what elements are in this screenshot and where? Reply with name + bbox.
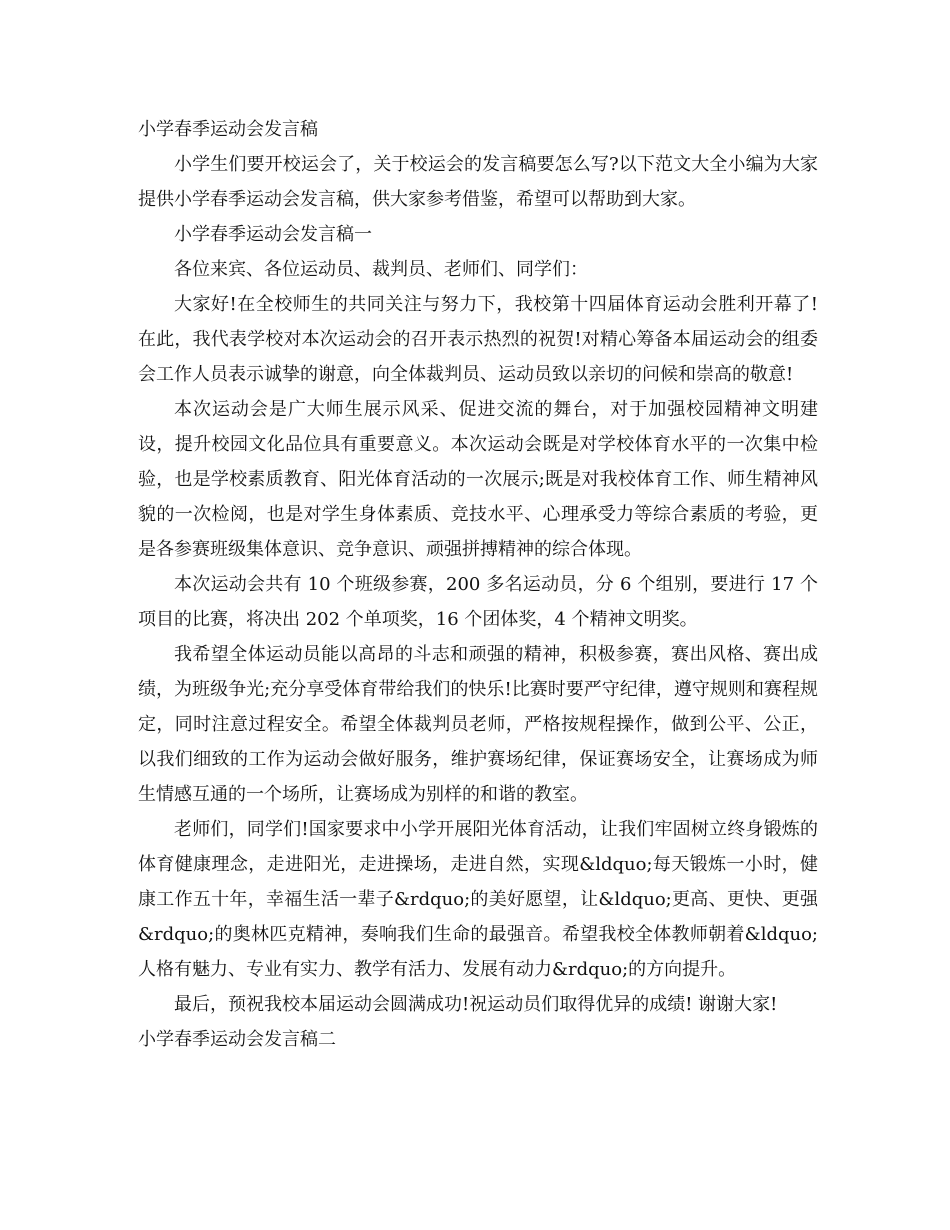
- document-body: [138, 112, 818, 1057]
- document-title: 小学春季运动会发言稿: [138, 119, 318, 140]
- section-title-2: 小学春季运动会发言稿二: [138, 1029, 336, 1050]
- greeting-line: 各位来宾、各位运动员、裁判员、老师们、同学们：: [174, 259, 588, 280]
- intro-paragraph: 小学生们要开校运会了，关于校运会的发言稿要怎么写?以下范文大全小编为大家提供小学春季运动会发言稿，供大家参考借鉴，希望可以帮助到大家。: [138, 154, 818, 210]
- body-paragraph: 大家好!在全校师生的共同关注与努力下，我校第十四届体育运动会胜利开幕了!在此，我代表学校对本次运动会的召开表示热烈的祝贺!对精心筹备本届运动会的组委会工作人员表示诚挚的谢意，向全体裁判员、运动员致以亲切的问候和崇高的敬意!: [138, 294, 818, 385]
- body-paragraph: 老师们，同学们!国家要求中小学开展阳光体育活动，让我们牢固树立终身锻炼的体育健康理念，走进阳光，走进操场，走进自然，实现&ldquo;每天锻炼一小时，健康工作五十年，幸福生活一辈子&rdquo;的美好愿望，让&ldquo;更高、更快、更强&rdquo;的奥林匹克精神，奏响我们生命的最强音。希望我校全体教师朝着&ldquo;人格有魅力、专业有实力、教学有活力、发展有动力&rdquo;的方向提升。: [138, 819, 818, 980]
- body-paragraph: 本次运动会共有 10 个班级参赛，200 多名运动员，分 6 个组别，要进行 17 个项目的比赛，将决出 202 个单项奖，16 个团体奖，4 个精神文明奖。: [138, 574, 818, 630]
- closing-paragraph: 最后，预祝我校本届运动会圆满成功!祝运动员们取得优异的成绩! 谢谢大家!: [174, 994, 778, 1015]
- section-title-1: 小学春季运动会发言稿一: [174, 224, 372, 245]
- body-paragraph: 本次运动会是广大师生展示风采、促进交流的舞台，对于加强校园精神文明建设，提升校园文化品位具有重要意义。本次运动会既是对学校体育水平的一次集中检验，也是学校素质教育、阳光体育活动的一次展示;既是对我校体育工作、师生精神风貌的一次检阅，也是对学生身体素质、竞技水平、心理承受力等综合素质的考验，更是各参赛班级集体意识、竞争意识、顽强拼搏精神的综合体现。: [138, 399, 818, 560]
- body-paragraph: 我希望全体运动员能以高昂的斗志和顽强的精神，积极参赛，赛出风格、赛出成绩，为班级争光;充分享受体育带给我们的快乐!比赛时要严守纪律，遵守规则和赛程规定，同时注意过程安全。希望全体裁判员老师，严格按规程操作，做到公平、公正，以我们细致的工作为运动会做好服务，维护赛场纪律，保证赛场安全，让赛场成为师生情感互通的一个场所，让赛场成为别样的和谐的教室。: [138, 644, 818, 805]
